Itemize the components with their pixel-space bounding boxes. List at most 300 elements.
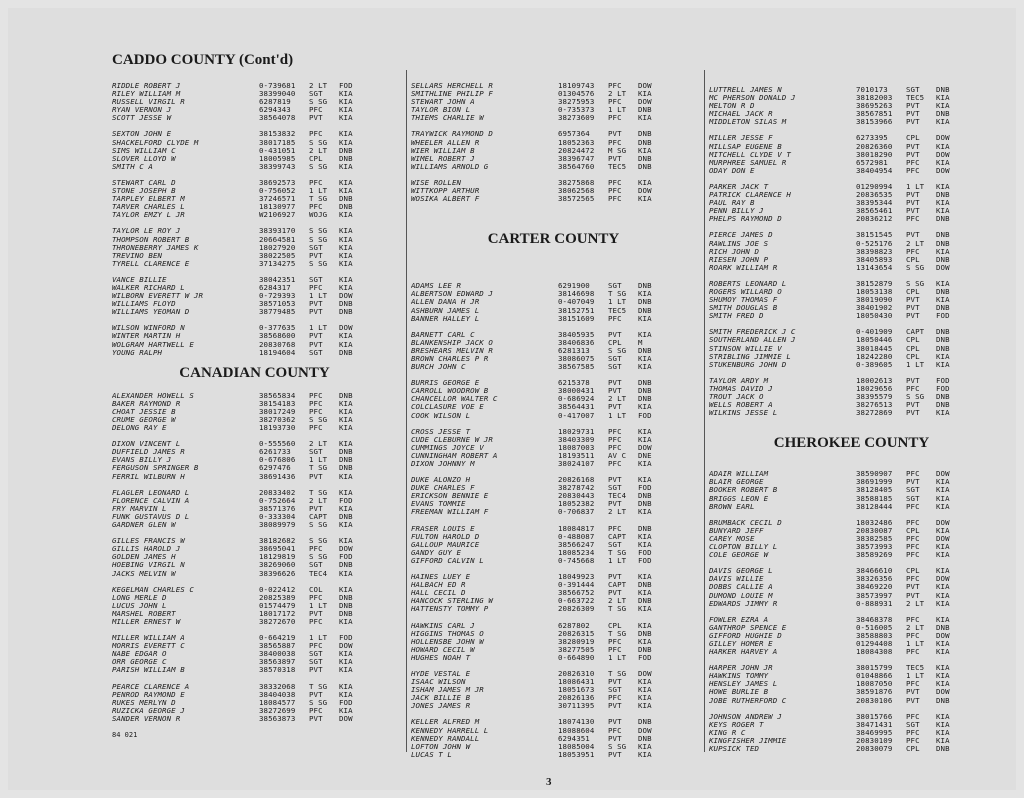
record-row [112, 98, 397, 106]
record-row [411, 508, 696, 516]
rank: PFC [608, 442, 622, 452]
status: FOD [638, 652, 652, 662]
person-name: KUPSICK TED [709, 745, 760, 753]
service-number: 20830106 [856, 695, 893, 705]
service-number: 38015766 [856, 711, 893, 721]
status: DNB [936, 85, 950, 94]
person-name: LUCUS JOHN L [112, 601, 167, 610]
person-name: RUKES MERLYN D [112, 698, 176, 707]
record-row [709, 328, 994, 336]
service-number: 38396626 [259, 568, 296, 578]
record-row [709, 288, 994, 296]
service-number: 38570318 [259, 665, 296, 675]
status: KIA [936, 198, 950, 208]
person-name: DIXON JOHNNY M [411, 460, 475, 468]
person-name: TARPLEY ELBERT M [112, 195, 185, 204]
carter-list-continued [709, 86, 994, 417]
rank: PVT [309, 665, 323, 675]
record-group [411, 670, 696, 710]
rank: 2 LT [309, 81, 328, 90]
rank: 1 LT [309, 323, 328, 333]
record-row [411, 452, 696, 460]
status: KIA [638, 89, 652, 99]
status: KIA [638, 353, 652, 363]
rank: TEC5 [906, 93, 925, 103]
service-number: 38565887 [259, 641, 296, 651]
person-name: DAVIS WILLIE [709, 575, 764, 584]
service-number: 0-389605 [856, 359, 893, 369]
person-name: GILLEY HOMER E [709, 639, 773, 648]
person-name: FRY MARVIN L [112, 504, 167, 513]
status: DNB [339, 194, 353, 204]
rank: CPL [608, 337, 622, 347]
person-name: GIFFORD CALVIN L [411, 556, 484, 565]
record-row [112, 440, 397, 448]
service-number: 38695263 [856, 101, 893, 111]
service-number: 6261733 [259, 447, 291, 457]
status: KIA [339, 689, 353, 699]
record-group [112, 82, 397, 122]
person-name: ROARK WILLIAM R [709, 263, 778, 272]
status: DNB [936, 214, 950, 224]
status: DNB [638, 717, 652, 727]
record-row [411, 605, 696, 613]
status: DNB [936, 254, 950, 264]
service-number: 0-664219 [259, 633, 296, 643]
person-name: DUMOND LOUIE M [709, 591, 773, 600]
record-row [411, 307, 696, 315]
service-number: 0-706837 [558, 507, 595, 517]
person-name: SMITH FRED D [709, 312, 764, 321]
person-name: ROBERTS LEONARD L [709, 279, 787, 288]
rank: PFC [309, 616, 323, 626]
status: DNB [339, 299, 353, 309]
service-number: 18029656 [856, 383, 893, 393]
record-row [411, 179, 696, 187]
rank: SGT [309, 657, 323, 667]
status: KIA [339, 89, 353, 99]
record-row [112, 400, 397, 408]
record-group [411, 331, 696, 371]
person-name: LONG MERLE D [112, 593, 167, 602]
status: KIA [936, 181, 950, 191]
service-number: 0-022412 [259, 584, 296, 594]
person-name: VANCE BILLIE [112, 275, 167, 284]
record-group [709, 86, 994, 126]
person-name: BRIGGS LEON E [709, 494, 769, 503]
service-number: 38017249 [259, 406, 296, 416]
service-number: 01290994 [856, 181, 893, 191]
record-row [411, 622, 696, 630]
rank: 1 LT [608, 652, 627, 662]
record-row [411, 735, 696, 743]
service-number: 0-555560 [259, 439, 296, 449]
rank: 1 LT [309, 455, 328, 465]
record-row [411, 82, 696, 90]
record-group [411, 525, 696, 565]
person-name: DIXON VINCENT L [112, 440, 181, 449]
status: KIA [339, 705, 353, 715]
service-number: 38405893 [856, 254, 893, 264]
person-name: ISHAM JAMES M JR [411, 686, 484, 695]
status: KIA [638, 194, 652, 204]
status: KIA [936, 598, 950, 608]
status: KIA [936, 351, 950, 361]
status: DOW [638, 97, 652, 107]
service-number: 38406836 [558, 337, 595, 347]
person-name: STONE JOSEPH B [112, 187, 176, 196]
record-row [709, 680, 994, 688]
status: DNB [936, 335, 950, 345]
record-row [112, 236, 397, 244]
rank: PFC [906, 550, 920, 560]
record-row [411, 195, 696, 203]
person-name: SANDER VERNON R [112, 714, 181, 723]
person-name: MC PHERSON DONALD J [709, 94, 796, 103]
person-name: ADAIR WILLIAM [709, 470, 769, 479]
record-row [411, 638, 696, 646]
status: KIA [936, 408, 950, 418]
rank: PVT [608, 378, 622, 388]
record-row [709, 167, 994, 175]
person-name: SHUMOY THOMAS F [709, 296, 778, 305]
service-number: 38566752 [558, 588, 595, 598]
status: FOD [339, 633, 353, 643]
status: KIA [339, 536, 353, 546]
county-heading-carter: CARTER COUNTY [487, 231, 620, 248]
record-row [411, 139, 696, 147]
service-number: 38182003 [856, 93, 893, 103]
person-name: JOBE RUTHERFORD C [709, 696, 787, 705]
record-row [411, 654, 696, 662]
service-number: 20833402 [259, 487, 296, 497]
service-number: 0-676806 [259, 455, 296, 465]
person-name: GALLOUP MAURICE [411, 540, 480, 549]
service-number: 18050430 [856, 311, 893, 321]
rank: 2 LT [309, 495, 328, 505]
record-row [411, 379, 696, 387]
person-name: PATRICK CLARENCE H [709, 191, 791, 200]
record-row [709, 592, 994, 600]
status: KIA [638, 572, 652, 582]
status: KIA [638, 313, 652, 323]
person-name: CLOPTON BILLY L [709, 543, 778, 552]
record-row [709, 624, 994, 632]
rank: PVT [906, 590, 920, 600]
status: FOD [638, 483, 652, 493]
service-number: 6572981 [856, 157, 888, 167]
rank: PVT [608, 717, 622, 727]
service-number: 38000431 [558, 386, 595, 396]
status: DNB [638, 596, 652, 606]
status: DNB [339, 202, 353, 212]
rank: PVT [906, 687, 920, 697]
service-number: 38399040 [259, 89, 296, 99]
person-name: WITTKOPP ARTHUR [411, 187, 480, 196]
rank: PFC [608, 313, 622, 323]
record-row [112, 707, 397, 715]
record-row [112, 456, 397, 464]
record-row [411, 702, 696, 710]
person-name: FERRIL WILBURN H [112, 472, 185, 481]
service-number: 38182682 [259, 536, 296, 546]
document-page [8, 8, 1016, 790]
service-number: 6287802 [558, 620, 590, 630]
record-row [112, 332, 397, 340]
person-name: HATTENSTY TOMMY P [411, 605, 489, 614]
record-row [411, 557, 696, 565]
rank: M SG [608, 145, 627, 155]
person-name: THRONEBERRY JAMES K [112, 243, 199, 252]
person-name: ALLEN DANA H JR [411, 298, 480, 307]
person-name: BURRIS GEORGE E [411, 379, 480, 388]
rank: PFC [906, 574, 920, 584]
person-name: STUKENBURG JOHN D [709, 360, 787, 369]
person-name: BROWN EARL [709, 502, 755, 511]
record-row [709, 385, 994, 393]
record-row [411, 751, 696, 759]
service-number: 18017172 [259, 608, 296, 618]
rank: PVT [906, 311, 920, 321]
status: DOW [638, 725, 652, 735]
record-row [411, 412, 696, 420]
rank: 1 LT [906, 359, 925, 369]
person-name: MILLER WILLIAM A [112, 634, 185, 643]
status: DNB [638, 378, 652, 388]
service-number: 38086075 [558, 353, 595, 363]
service-number: 38571053 [259, 299, 296, 309]
rank: S SG [906, 278, 925, 288]
rank: CPL [906, 286, 920, 296]
person-name: TYRELL CLARENCE E [112, 259, 190, 268]
person-name: HARKER HARVEY A [709, 648, 778, 657]
person-name: BOOKER ROBERT B [709, 486, 778, 495]
column-divider [704, 70, 705, 752]
record-row [112, 553, 397, 561]
record-row [709, 377, 994, 385]
record-row [112, 594, 397, 602]
rank: PVT [906, 295, 920, 305]
status: KIA [936, 246, 950, 256]
status: DOW [936, 574, 950, 584]
status: DNB [638, 491, 652, 501]
record-row [411, 90, 696, 98]
record-group [411, 82, 696, 122]
service-number: 18242280 [856, 351, 893, 361]
record-row [709, 361, 994, 369]
status: KIA [936, 711, 950, 721]
service-number: 20826315 [558, 628, 595, 638]
service-number: 18005985 [259, 153, 296, 163]
service-number: 20826360 [856, 141, 893, 151]
rank: SGT [309, 274, 323, 284]
person-name: KING R C [709, 728, 746, 737]
record-row [709, 151, 994, 159]
service-number: 38395579 [856, 392, 893, 401]
status: FOD [936, 375, 950, 385]
person-name: ISAAC WILSON [411, 678, 466, 687]
service-number: 38326356 [856, 574, 893, 584]
status: DNB [638, 386, 652, 396]
service-number: 20836535 [856, 190, 893, 200]
record-group [709, 713, 994, 753]
rank: PFC [906, 711, 920, 721]
rank: PFC [309, 105, 323, 115]
record-row [112, 545, 397, 553]
person-name: ERICKSON BENNIE E [411, 492, 489, 501]
record-row [709, 102, 994, 110]
record-group [411, 282, 696, 322]
person-name: FUNK GUSTAVUS D L [112, 512, 190, 521]
person-name: WHEELER ALLEN R [411, 138, 480, 147]
rank: CAPT [608, 531, 627, 541]
rank: PFC [309, 390, 323, 400]
person-name: RUZICKA GEORGE J [112, 706, 185, 715]
record-row [709, 745, 994, 753]
county-heading-cherokee: CHEROKEE COUNTY [773, 435, 930, 452]
rank: S SG [309, 226, 328, 236]
rank: PVT [608, 153, 622, 163]
record-row [112, 252, 397, 260]
status: KIA [936, 493, 950, 503]
service-number: 6957364 [558, 129, 590, 139]
person-name: TAYLOR EMZY L JR [112, 211, 185, 220]
rank: TEC4 [309, 568, 328, 578]
status: KIA [339, 186, 353, 196]
service-number: 38471431 [856, 719, 893, 729]
record-row [112, 284, 397, 292]
status: KIA [638, 426, 652, 436]
record-group [709, 183, 994, 223]
record-row [411, 597, 696, 605]
person-name: DOBBS CALLIE A [709, 583, 773, 592]
person-name: FULTON HAROLD D [411, 532, 480, 541]
status: KIA [339, 657, 353, 667]
status: FOD [339, 697, 353, 707]
service-number: 0-488087 [558, 531, 595, 541]
person-name: BLAIR GEORGE [709, 478, 764, 487]
status: KIA [339, 339, 353, 349]
person-name: MURPHREE SAMUEL R [709, 158, 787, 167]
rank: S SG [608, 345, 627, 355]
person-name: SHACKELFORD CLYDE M [112, 138, 199, 147]
person-name: CHANCELLOR WALTER C [411, 395, 498, 404]
record-row [709, 312, 994, 320]
rank: PFC [608, 636, 622, 646]
status: DNB [339, 592, 353, 602]
rank: SGT [608, 281, 622, 291]
record-row [709, 672, 994, 680]
rank: PFC [906, 727, 920, 737]
rank: PFC [906, 517, 920, 527]
service-number: 0-333304 [259, 511, 296, 521]
service-number: 38404954 [856, 165, 893, 175]
service-number: 38153966 [856, 117, 893, 127]
rank: PFC [309, 423, 323, 433]
record-row [709, 640, 994, 648]
rank: PFC [608, 137, 622, 147]
person-name: LOFTON JOHN W [411, 742, 471, 751]
record-row [112, 650, 397, 658]
person-name: KENNEDY HARRELL L [411, 726, 489, 735]
record-row [709, 478, 994, 486]
record-row [112, 416, 397, 424]
service-number: 38128405 [856, 485, 893, 495]
service-number: 0-516005 [856, 622, 893, 632]
rank: TEC5 [608, 305, 627, 315]
rank: SGT [309, 347, 323, 357]
person-name: BRESHEARS MELVIN R [411, 346, 493, 355]
status: DNB [638, 733, 652, 743]
status: KIA [638, 507, 652, 517]
status: KIA [638, 701, 652, 711]
rank: S SG [309, 137, 328, 147]
service-number: 13143654 [856, 262, 893, 272]
status: DNB [936, 343, 950, 353]
record-row [411, 147, 696, 155]
rank: PVT [309, 471, 323, 481]
person-name: JACK BILLIE B [411, 694, 471, 703]
service-number: 38588185 [856, 493, 893, 503]
rank: PFC [608, 426, 622, 436]
status: KIA [638, 539, 652, 549]
person-name: HAWKINS TOMMY [709, 672, 769, 681]
status: KIA [936, 679, 950, 689]
caddo-list-continued [411, 82, 696, 203]
status: KIA [638, 145, 652, 155]
rank: PVT [309, 608, 323, 618]
status: DNB [936, 109, 950, 119]
person-name: WILSON WINFORD N [112, 324, 185, 333]
service-number: 38591876 [856, 687, 893, 697]
rank: PVT [906, 109, 920, 119]
status: KIA [936, 671, 950, 681]
service-number: 38573993 [856, 542, 893, 552]
record-row [411, 155, 696, 163]
rank: PVT [309, 689, 323, 699]
rank: CPL [608, 620, 622, 630]
service-number: 0-752664 [259, 495, 296, 505]
record-row [112, 106, 397, 114]
service-number: 0-739681 [259, 81, 296, 90]
status: KIA [936, 485, 950, 495]
person-name: TAYLOR LE ROY J [112, 227, 181, 236]
person-name: BARNETT CARL C [411, 330, 475, 339]
record-row [709, 256, 994, 264]
record-row [709, 345, 994, 353]
person-name: STEWART JOHN A [411, 98, 475, 107]
record-row [411, 718, 696, 726]
service-number: 0-431051 [259, 145, 296, 155]
person-name: MILLSAP EUGENE B [709, 142, 782, 151]
person-name: GILLIS HAROLD J [112, 545, 181, 554]
record-row [411, 581, 696, 589]
person-name: ROGERS WILLARD O [709, 287, 782, 296]
record-row [112, 308, 397, 316]
page-title: CADDO COUNTY (Cont'd) [112, 52, 294, 68]
record-row [411, 492, 696, 500]
service-number: 38567585 [558, 362, 595, 372]
service-number: 38151609 [558, 313, 595, 323]
rank: S SG [309, 258, 328, 268]
record-row [112, 324, 397, 332]
service-number: 18049923 [558, 572, 595, 582]
service-number: 38272670 [259, 616, 296, 626]
rank: PFC [608, 459, 622, 468]
rank: T SG [608, 547, 627, 557]
status: DNB [339, 347, 353, 357]
record-row [709, 729, 994, 737]
